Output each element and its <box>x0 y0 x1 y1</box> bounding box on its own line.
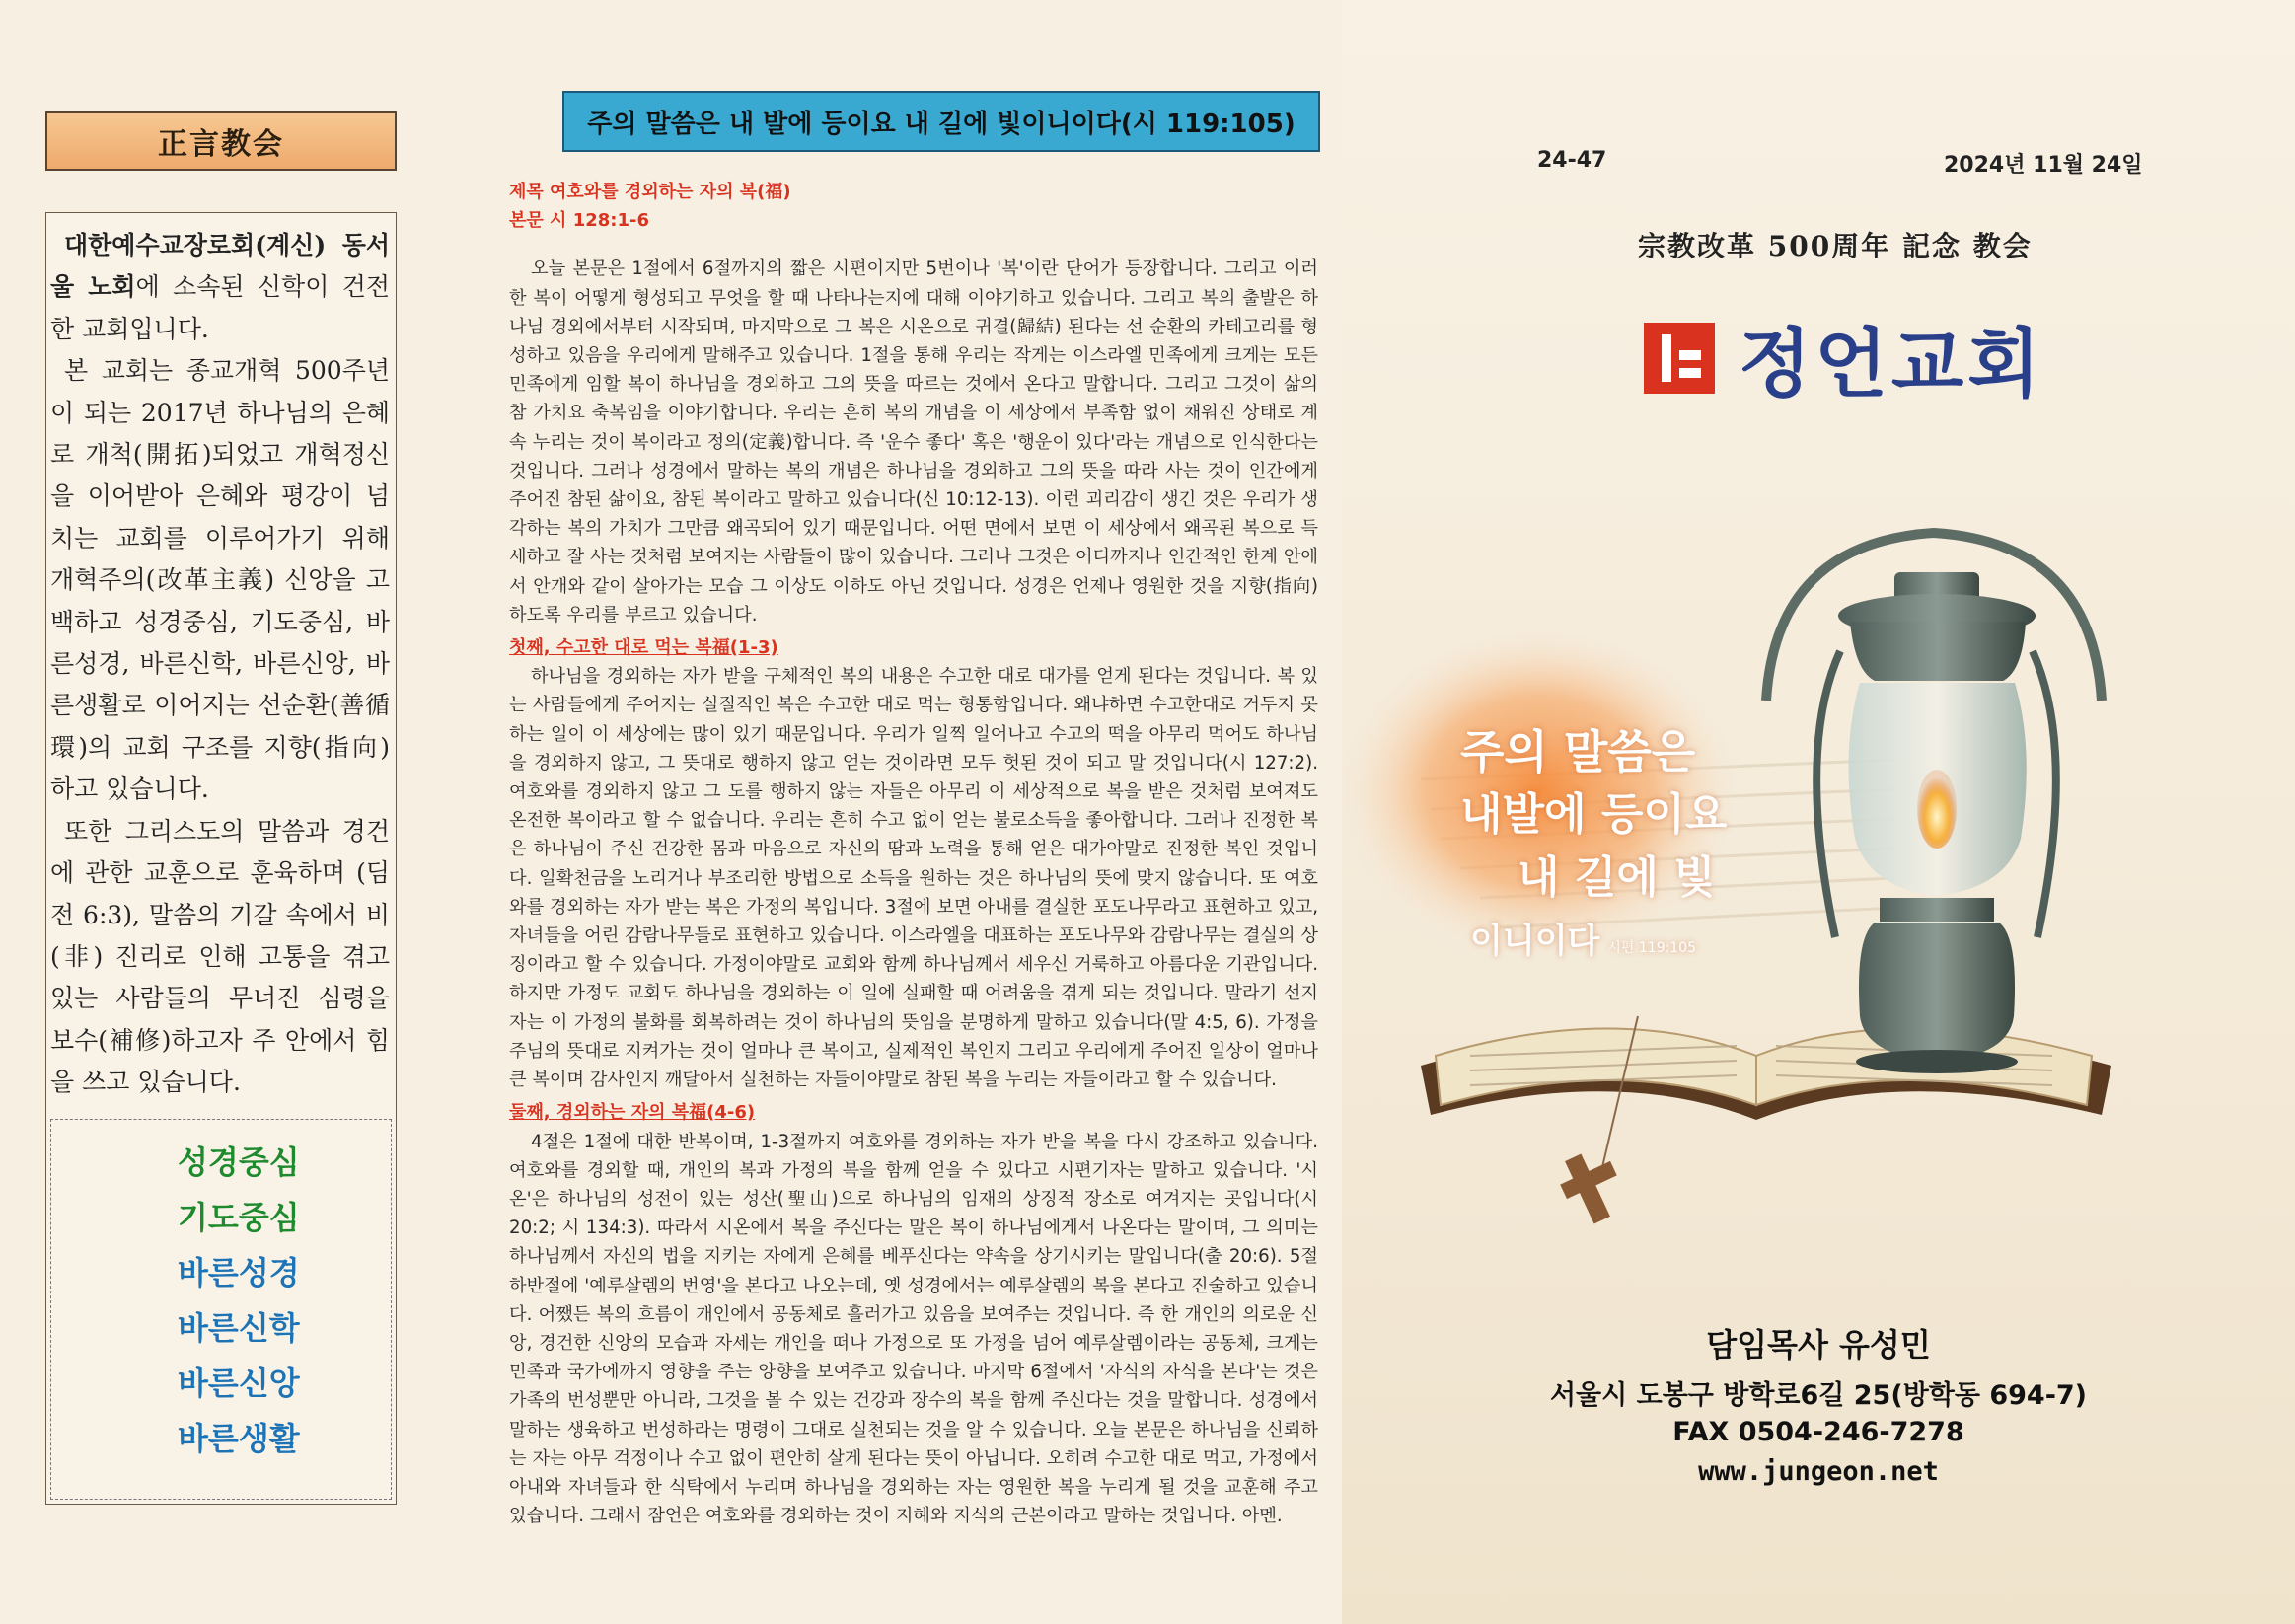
motto-item: 성경중심 <box>178 1144 300 1181</box>
intro-text <box>46 213 396 1104</box>
verse-art-text <box>1460 720 1786 980</box>
verse-art-line: 내발에 등이요 <box>1460 789 1728 840</box>
website-link[interactable]: www.jungeon.net <box>1698 1456 1939 1487</box>
sermon-paragraph-2: 하나님을 경외하는 자가 받을 구체적인 복의 내용은 수고한 대로 대가를 얻게 된다는 것입니다. 복 있는 사람들에게 주어지는 실질적인 복은 수고한 대로 먹는 형통함입니다. 왜냐하면 수고한대로 거두지 못하는 일이 이 세상에는 많이 있기 때문입니다. 우리가 일찍 일어나고 수고의 떡을 아무리 먹어도 하나님을 경외하지 않고, 그 뜻대로 행하지 않고 얻는 것이라면 모두 헛된 것이 되고 말 것입니다(시 127:2). 여호와를 경외하지 않고 그 도를 행하지 않는 자들은 아무리 이 세상적으로 복을 받은 것처럼 보여져도 온전한 복이라고 할 수 없습니다. 우리는 흔히 수고 없이 얻는 불로소득을 좋아합니다. 그러나 진정한 복은 하나님이 주신 건강한 몸과 마음으로 자신의 땀과 노력을 통해 얻은 대가야말로 진정한 복인 것입니다. 일확천금을 노리거나 부조리한 방법으로 소득을 원하는 것은 하나님의 뜻에 맞지 않습니다. 또 여호와를 경외하는 자가 받는 복은 가정의 복입니다. 3절에 보면 아내를 결실한 포도나무라고 표현하고 있고, 자녀들을 어린 감람나무들로 표현하고 있습니다. 이스라엘을 대표하는 포도나무와 감람나무는 결실의 상징이라고 할 수 있습니다. 가정이야말로 교회와 함께 하나님께서 세우신 거룩하고 아름다운 기관입니다. 하지만 가정도 교회도 하나님을 경외하는 이 일에 실패할 때 어려움을 겪게 되는 것입니다. 말라기 선지자는 이 가정의 불화를 회복하려는 것이 하나님의 뜻임을 분명하게 말하고 있습니다(말 4:5, 6). 가정을 주님의 뜻대로 지켜가는 것이 얼마나 큰 복이고, 실제적인 복인지 그리고 우리에게 주어진 일상이 얼마나 큰 복이며 감사인지 깨달아서 실천하는 자들이야말로 참된 복을 누리는 자들이라고 할 수 있습니다. <box>509 666 1318 1091</box>
church-address: 서울시 도봉구 방학로6길 25(방학동 694-7) <box>1549 1380 2088 1411</box>
verse-art-line: 이니이다 <box>1470 922 1600 961</box>
fax-number: FAX 0504-246-7278 <box>1672 1417 1964 1447</box>
sermon-subheading-1: 첫째, 수고한 대로 먹는 복福(1-3) <box>509 637 778 659</box>
sermon-title: 제목 여호와를 경외하는 자의 복(福) <box>509 182 791 202</box>
intro-box <box>45 212 397 1505</box>
intro-p1-rest: 에 소속된 신학이 건전한 교회입니다. <box>50 272 390 343</box>
pastor-name: 담임목사 유성민 <box>1706 1326 1931 1364</box>
intro-paragraph-2: 본 교회는 종교개혁 500주년이 되는 2017년 하나님의 은혜로 개척(開拓)되었고 개혁정신을 이어받아 은혜와 평강이 넘치는 교회를 이루어가기 위해 개혁주의(改革主義) 신앙을 고백하고 성경중심, 기도중심, 바른성경, 바른신학, 바른신앙, 바른생활로 이어지는 선순환(善循環)의 교회 구조를 지향(指向)하고 있습니다. <box>50 356 390 804</box>
motto-box <box>50 1119 392 1500</box>
motto-item: 바른생활 <box>178 1420 300 1457</box>
sermon-text-ref: 본문 시 128:1-6 <box>509 210 649 232</box>
denomination: 대한예수교장로회(계신) 동서울 노회 <box>50 231 390 302</box>
sermon-panel <box>454 0 1342 1624</box>
church-logo <box>1644 304 2044 411</box>
motto-item: 바른성경 <box>178 1254 300 1292</box>
anniversary-title: 宗教改革 500周年 記念 教会 <box>1638 230 2033 262</box>
left-panel <box>0 0 454 1624</box>
verse-art-line: 내 길에 빛 <box>1518 852 1716 903</box>
motto-item: 바른신학 <box>178 1309 300 1347</box>
motto-item: 바른신앙 <box>178 1365 300 1402</box>
intro-paragraph-1 <box>50 225 390 350</box>
motto-item: 기도중심 <box>178 1199 300 1236</box>
church-name: 정언교회 <box>1739 320 2044 407</box>
intro-paragraph-3: 또한 그리스도의 말씀과 경건에 관한 교훈으로 훈육하며 (딤전 6:3), 말씀의 기갈 속에서 비(非) 진리로 인해 고통을 겪고 있는 사람들의 무너진 심령을 보수(補修)하고자 주 안에서 힘을 쓰고 있습니다. <box>50 816 390 1097</box>
bulletin-date: 2024년 11월 24일 <box>1944 153 2143 178</box>
issue-number: 24-47 <box>1537 148 1607 173</box>
church-logo-icon <box>1644 323 1715 394</box>
verse-art-ref: 시편 119:105 <box>1607 940 1697 956</box>
verse-art-line: 주의 말씀은 <box>1460 725 1696 778</box>
sermon-paragraph-3: 4절은 1절에 대한 반복이며, 1-3절까지 여호와를 경외하는 자가 받을 복을 다시 강조하고 있습니다. 여호와를 경외할 때, 개인의 복과 가정의 복을 함께 얻을 수 있다고 시편기자는 말하고 있습니다. '시온'은 하나님의 성전이 있는 성산(聖山)으로 하나님의 임재의 상징적 장소로 여겨지는 곳입니다(시 20:2; 시 134:3). 따라서 시온에서 복을 주신다는 말은 복이 하나님에게서 나온다는 말이며, 그 의미는 하나님께서 자신의 법을 지키는 자에게 은혜를 베푸신다는 약속을 상기시키는 말입니다(출 20:6). 5절 하반절에 '예루살렘의 번영'을 본다고 나오는데, 옛 성경에서는 예루살렘의 복을 본다고 진술하고 있습니다. 어쨌든 복의 흐름이 개인에서 공동체로 흘러가고 있음을 보여주는 것입니다. 즉 한 개인의 의로운 신앙, 경건한 신앙의 모습과 자세는 개인을 떠나 가정으로 또 가정을 넘어 예루살렘이라는 공동체, 크게는 민족과 국가에까지 영향을 주는 양향을 보여주고 있습니다. 마지막 6절에서 '자식의 자식을 본다'는 것은 가족의 번성뿐만 아니라, 그것을 볼 수 있는 건강과 장수의 복을 함께 주신다는 것을 말합니다. 성경에서 말하는 생육하고 번성하라는 명령이 그대로 실천되는 것을 알 수 있습니다. 오늘 본문은 하나님을 신뢰하는 자는 아무 걱정이나 수고 없이 편안히 살게 된다는 뜻이 아닙니다. 오히려 수고한 대로 먹고, 가정에서 아내와 자녀들과 한 식탁에서 누리며 하나님을 경외하는 자는 영원한 복을 누리게 될 것을 교훈해 주고 있습니다. 그래서 잠언은 여호와를 경외하는 것이 지혜와 지식의 근본이라고 말하는 것입니다. 아멘. <box>509 1131 1318 1527</box>
church-name-tag: 正言教会 <box>45 111 397 171</box>
sermon-paragraph-1: 오늘 본문은 1절에서 6절까지의 짧은 시편이지만 5번이나 '복'이란 단어가 등장합니다. 그리고 이러한 복이 어떻게 형성되고 무엇을 할 때 나타나는지에 대해 이야기하고 있습니다. 그리고 복의 출발은 하나님 경외에서부터 시작되며, 마지막으로 그 복은 시온으로 귀결(歸結) 된다는 선 순환의 카테고리를 형성하고 있음을 우리에게 말해주고 있습니다. 1절을 통해 우리는 작게는 이스라엘 민족에게 크게는 모든 민족에게 임할 복이 하나님을 경외하고 그의 뜻을 따르는 것에서 온다고 말합니다. 그리고 그것이 삶의 참 가치요 축복임을 이야기합니다. 우리는 흔히 복의 개념을 이 세상에서 부족함 없이 채워진 상태로 계속 누리는 것이 복이라고 정의(定義)합니다. 즉 '운수 좋다' 혹은 '행운이 있다'라는 개념으로 인식한다는 것입니다. 그러나 성경에서 말하는 복의 개념은 하나님을 경외하고 그의 뜻을 따라 사는 것이 인간에게 주어진 참된 삶이요, 참된 복이라고 말하고 있습니다(신 10:12-13). 이런 괴리감이 생긴 것은 우리가 생각하는 복의 가치가 그만큼 왜곡되어 있기 때문입니다. 어떤 면에서 보면 이 세상에서 왜곡된 복으로 득세하고 잘 사는 것처럼 보여지는 사람들이 많이 있습니다. 그러나 그것은 어디까지나 인간적인 한계 안에서 안개와 같이 살아가는 모습 그 이상도 이하도 아닌 것입니다. 성경은 언제나 영원한 것을 지향(指向)하도록 우리를 부르고 있습니다. <box>509 258 1318 626</box>
cover-panel <box>1342 0 2295 1624</box>
verse-banner: 주의 말씀은 내 발에 등이요 내 길에 빛이니이다(시 119:105) <box>562 91 1320 152</box>
sermon-body <box>509 178 1318 1530</box>
sermon-subheading-2: 둘째, 경외하는 자의 복福(4-6) <box>509 1102 756 1124</box>
